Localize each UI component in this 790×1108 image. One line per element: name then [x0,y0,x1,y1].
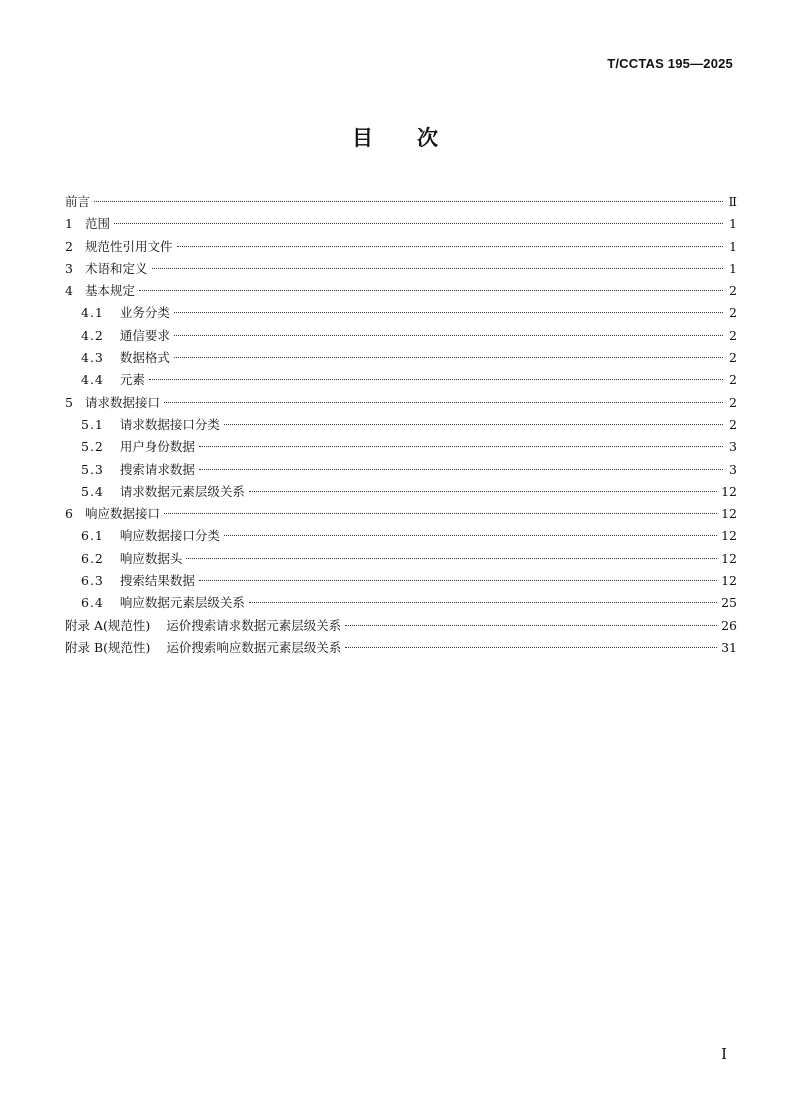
toc-entry-title: 响应数据接口分类 [119,528,220,544]
toc-entry-number: 6.4 [81,595,104,611]
toc-entry-title: 通信要求 [119,327,170,343]
toc-entry-number: 5.2 [81,439,104,455]
toc-entry[interactable] [65,191,737,213]
toc-entry[interactable] [65,459,737,481]
toc-entry-page: 26 [721,617,737,633]
toc-entry-title: 响应数据接口 [85,506,161,522]
toc-entry-page: 2 [729,305,737,321]
toc-dot-leader [249,602,717,603]
toc-entry-page: 1 [729,238,737,254]
toc-entry-number: 6.2 [81,550,104,566]
toc-entry-number: 4.4 [81,372,104,388]
toc-entry-number: 4.2 [81,327,104,343]
page-title [0,122,790,152]
toc-entry[interactable] [65,258,737,280]
toc-entry[interactable] [65,302,737,324]
toc-entry-number: 6.1 [81,528,104,544]
toc-entry[interactable] [65,236,737,258]
document-code: T/CCTAS 195—2025 [607,56,733,71]
toc-entry-number: 4 [65,283,73,299]
title-char-2: 次 [417,126,438,150]
toc-entry-page: 12 [721,528,737,544]
toc-entry[interactable] [65,369,737,391]
toc-entry[interactable] [65,280,737,302]
toc-entry[interactable] [65,615,737,637]
toc-entry-number: 3 [65,260,73,276]
toc-entry-page: 2 [729,416,737,432]
toc-entry-title: 搜索请求数据 [119,461,195,477]
toc-entry-number: 5.1 [81,416,104,432]
toc-entry-title: 术语和定义 [85,260,148,276]
toc-dot-leader [152,268,723,269]
toc-dot-leader [174,357,723,358]
toc-entry[interactable] [65,325,737,347]
toc-dot-leader [199,469,723,470]
toc-entry-title: 用户身份数据 [119,439,195,455]
toc-entry-number: 附录 B(规范性) [65,639,151,655]
toc-entry[interactable] [65,503,737,525]
toc-entry-page: 1 [729,260,737,276]
toc-entry-title: 业务分类 [119,305,170,321]
toc-dot-leader [164,513,717,514]
toc-entry-page: 1 [729,216,737,232]
toc-entry-number: 4.1 [81,305,104,321]
toc-entry[interactable] [65,414,737,436]
toc-dot-leader [177,246,723,247]
toc-dot-leader [345,625,717,626]
toc-dot-leader [224,535,717,536]
toc-entry-page: Ⅱ [728,194,737,209]
toc-dot-leader [164,402,723,403]
toc-entry-title: 基本规定 [85,283,136,299]
toc-dot-leader [114,223,723,224]
title-char-1: 目 [352,126,373,150]
toc-entry[interactable] [65,592,737,614]
toc-entry-number: 4.3 [81,350,104,366]
toc-entry-page: 31 [721,639,737,655]
toc-entry[interactable] [65,481,737,503]
toc-entry-title: 请求数据元素层级关系 [119,483,245,499]
toc-entry-number: 2 [65,238,73,254]
toc-dot-leader [149,379,723,380]
toc-dot-leader [174,312,723,313]
toc-entry-page: 2 [729,350,737,366]
toc-entry-page: 3 [729,439,737,455]
toc-dot-leader [174,335,723,336]
toc-entry-page: 2 [729,394,737,410]
toc-entry-title: 前言 [65,194,91,209]
toc-entry-number: 5 [65,394,73,410]
toc-entry[interactable] [65,548,737,570]
toc-entry-title: 运价搜索响应数据元素层级关系 [166,639,342,655]
toc-dot-leader [199,446,723,447]
toc-entry-number: 5.3 [81,461,104,477]
toc-entry-page: 25 [721,595,737,611]
toc-entry-title: 运价搜索请求数据元素层级关系 [166,617,342,633]
toc-entry-page: 12 [721,506,737,522]
toc-dot-leader [224,424,723,425]
toc-entry[interactable] [65,213,737,235]
toc-entry-page: 12 [721,483,737,499]
toc-entry-page: 3 [729,461,737,477]
toc-entry[interactable] [65,392,737,414]
toc-entry[interactable] [65,436,737,458]
toc-entry[interactable] [65,570,737,592]
toc-entry[interactable] [65,637,737,659]
toc-dot-leader [186,558,717,559]
toc-entry-page: 12 [721,550,737,566]
toc-entry-title: 元素 [119,372,145,388]
toc-entry-number: 6 [65,506,73,522]
page-number: I [721,1045,727,1063]
toc-entry-title: 范围 [85,216,111,232]
toc-entry[interactable] [65,347,737,369]
toc-entry[interactable] [65,525,737,547]
toc-entry-title: 响应数据元素层级关系 [119,595,245,611]
toc-entry-page: 12 [721,573,737,589]
toc-entry-number: 6.3 [81,573,104,589]
toc-entry-number: 1 [65,216,73,232]
toc-entry-page: 2 [729,327,737,343]
toc-entry-title: 请求数据接口分类 [119,416,220,432]
toc-entry-title: 响应数据头 [119,550,183,566]
table-of-contents [65,191,737,659]
toc-entry-page: 2 [729,283,737,299]
toc-entry-title: 数据格式 [119,350,170,366]
toc-entry-title: 请求数据接口 [85,394,161,410]
toc-entry-number: 附录 A(规范性) [65,617,151,633]
toc-entry-title: 搜索结果数据 [119,573,195,589]
toc-entry-title: 规范性引用文件 [85,238,173,254]
toc-dot-leader [199,580,717,581]
toc-entry-page: 2 [729,372,737,388]
toc-dot-leader [249,491,717,492]
toc-entry-number: 5.4 [81,483,104,499]
toc-dot-leader [139,290,723,291]
toc-dot-leader [94,201,723,202]
toc-dot-leader [345,647,717,648]
